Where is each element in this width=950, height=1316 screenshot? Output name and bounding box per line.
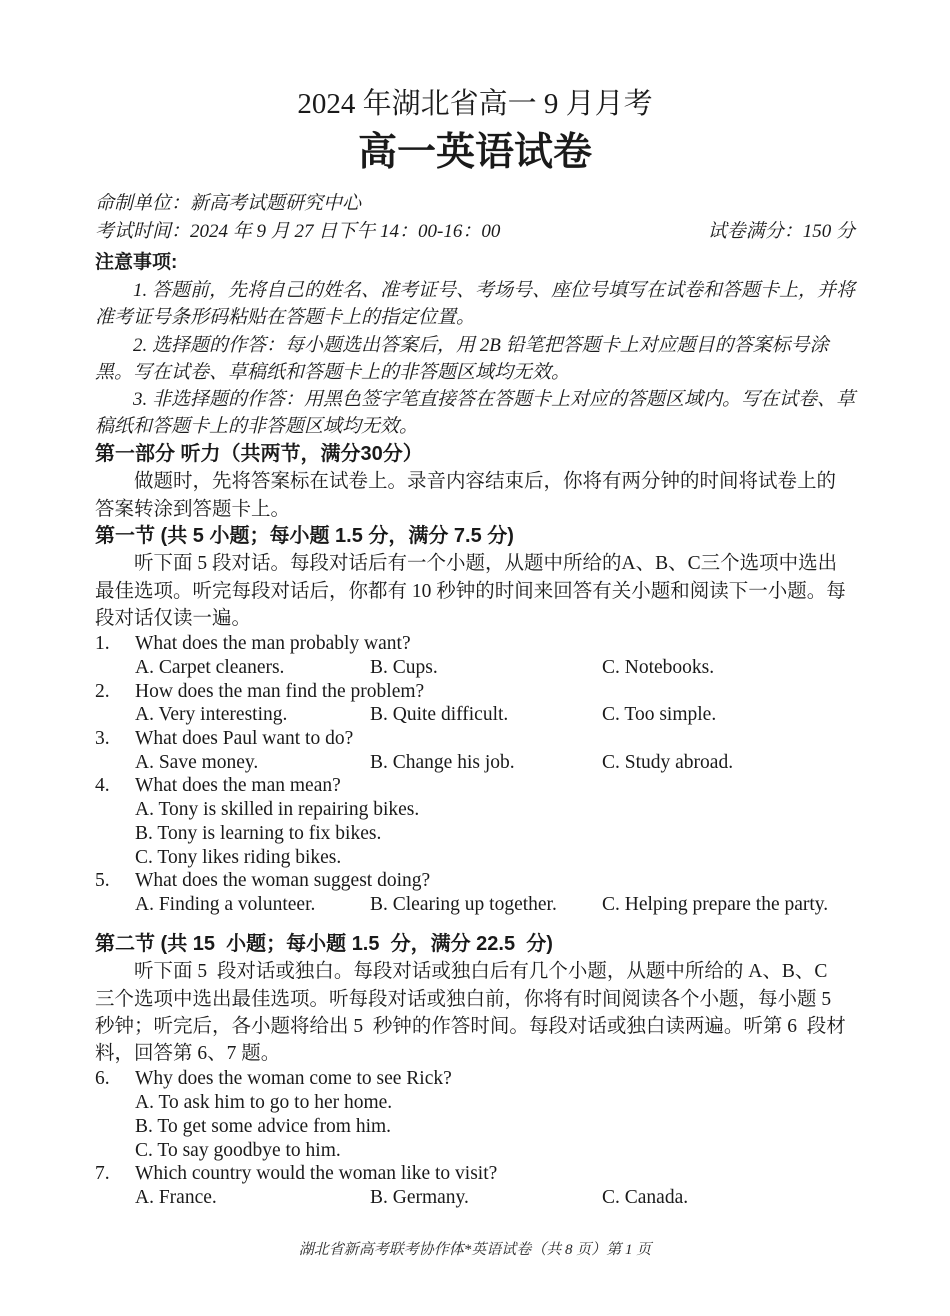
- part1-heading: 第一部分 听力（共两节，满分30分）: [95, 442, 423, 465]
- question-2: [95, 680, 855, 727]
- notice-item-1: 1. 答题前，先将自己的姓名、准考证号、考场号、座位号填写在试卷和答题卡上，并将准考证号条形码粘贴在答题卡上的指定位置。: [95, 280, 856, 329]
- question-1: [95, 632, 855, 679]
- exam-title-line2: 高一英语试卷: [357, 131, 592, 174]
- question-6-options: [95, 1091, 855, 1162]
- question-6-line: [95, 1067, 855, 1091]
- notice-item-2: 2. 选择题的作答：每小题选出答案后，用 2B 铅笔把答题卡上对应题目的答案标号涂黑。写在试卷、草稿纸和答题卡上的非答题区域均无效。: [95, 334, 829, 383]
- question-7-text: Which country would the woman like to visit?: [135, 1163, 498, 1185]
- question-6-option-b: B. To get some advice from him.: [135, 1115, 392, 1137]
- question-4: [95, 774, 855, 869]
- question-4-number: 4.: [95, 775, 110, 797]
- question-6-text: Why does the woman come to see Rick?: [135, 1068, 452, 1090]
- section2-intro: 听下面 5 段对话或独白。每段对话或独白后有几个小题，从题中所给的 A、B、C 三个选项中选出最佳选项。听每段对话或独白前，你将有时间阅读各个小题，每小题 5 秒钟；听完后，各小题将给出 5 秒钟的作答时间。每段对话或独白读两遍。听第 6 段材料，回答第 6、7 题。: [95, 961, 846, 1065]
- question-5-option-c: C. Helping prepare the party.: [602, 894, 829, 915]
- exam-title-line1: 2024 年湖北省高一 9 月月考: [297, 88, 653, 120]
- notice-item-3: 3. 非选择题的作答：用黑色签字笔直接答在答题卡上对应的答题区域内。写在试卷、草稿纸和答题卡上的非答题区域均无效。: [95, 389, 856, 438]
- question-2-option-b: B. Quite difficult.: [370, 704, 509, 726]
- question-4-option-a: A. Tony is skilled in repairing bikes.: [135, 799, 420, 821]
- question-1-number: 1.: [95, 633, 110, 655]
- question-2-number: 2.: [95, 680, 110, 702]
- question-4-option-c: C. Tony likes riding bikes.: [135, 846, 342, 868]
- exam-time: 考试时间：2024 年 9 月 27 日下午 14：00-16：00: [95, 221, 501, 242]
- notice-heading: 注意事项:: [95, 252, 178, 273]
- question-1-option-b: B. Cups.: [370, 656, 438, 678]
- question-7-number: 7.: [95, 1163, 110, 1185]
- question-1-line: [95, 632, 855, 656]
- question-2-text: How does the man find the problem?: [135, 680, 425, 702]
- question-3-option-a: A. Save money.: [135, 751, 259, 773]
- question-3: [95, 727, 855, 774]
- question-7-options: [95, 1186, 855, 1210]
- section2-heading: 第二节 (共 15 小题；每小题 1.5 分，满分 22.5 分): [95, 932, 553, 955]
- question-6-option-a: A. To ask him to go to her home.: [135, 1092, 393, 1114]
- question-5-number: 5.: [95, 870, 110, 892]
- question-4-line: [95, 774, 855, 798]
- question-7-option-b: B. Germany.: [370, 1186, 469, 1208]
- exam-meta: [95, 190, 855, 246]
- issuer-line: 命制单位：新高考试题研究中心: [95, 193, 362, 214]
- section1-intro: 听下面 5 段对话。每段对话后有一个小题，从题中所给的A、B、C三个选项中选出最佳选项。听完每段对话后，你都有 10 秒钟的时间来回答有关小题和阅读下一小题。每段对话仅读一遍。: [95, 553, 846, 629]
- question-5-line: [95, 869, 855, 893]
- part1-intro: 做题时，先将答案标在试卷上。录音内容结束后，你将有两分钟的时间将试卷上的答案转涂到答题卡上。: [95, 471, 837, 520]
- question-2-option-a: A. Very interesting.: [135, 704, 288, 726]
- section1-heading: 第一节 (共 5 小题；每小题 1.5 分，满分 7.5 分): [95, 524, 514, 547]
- question-2-line: [95, 680, 855, 704]
- question-7-option-c: C. Canada.: [602, 1186, 689, 1208]
- question-4-text: What does the man mean?: [135, 775, 341, 797]
- exam-time-row: [95, 218, 855, 246]
- question-1-text: What does the man probably want?: [135, 633, 411, 655]
- question-3-text: What does Paul want to do?: [135, 728, 354, 750]
- question-5-option-a: A. Finding a volunteer.: [135, 894, 316, 915]
- question-1-option-c: C. Notebooks.: [602, 656, 715, 678]
- question-2-options: [95, 703, 855, 727]
- question-2-option-c: C. Too simple.: [602, 704, 717, 726]
- question-6: [95, 1067, 855, 1162]
- question-6-option-c: C. To say goodbye to him.: [135, 1139, 341, 1161]
- question-3-line: [95, 727, 855, 751]
- question-3-options: [95, 751, 855, 775]
- question-3-option-c: C. Study abroad.: [602, 751, 734, 773]
- question-4-options: [95, 798, 855, 869]
- page-footer: 湖北省新高考联考协作体*英语试卷（共 8 页）第 1 页: [298, 1242, 652, 1258]
- question-3-number: 3.: [95, 728, 110, 750]
- question-1-option-a: A. Carpet cleaners.: [135, 656, 285, 678]
- question-5-option-b: B. Clearing up together.: [370, 894, 557, 915]
- question-6-number: 6.: [95, 1068, 110, 1090]
- question-1-options: [95, 656, 855, 680]
- question-7-line: [95, 1162, 855, 1186]
- full-score: 试卷满分：150 分: [707, 221, 855, 242]
- question-5-options: [95, 893, 855, 917]
- question-7: [95, 1162, 855, 1209]
- question-3-option-b: B. Change his job.: [370, 751, 515, 773]
- question-7-option-a: A. France.: [135, 1186, 217, 1208]
- question-4-option-b: B. Tony is learning to fix bikes.: [135, 822, 382, 844]
- question-5-text: What does the woman suggest doing?: [135, 870, 431, 892]
- question-5: [95, 869, 855, 916]
